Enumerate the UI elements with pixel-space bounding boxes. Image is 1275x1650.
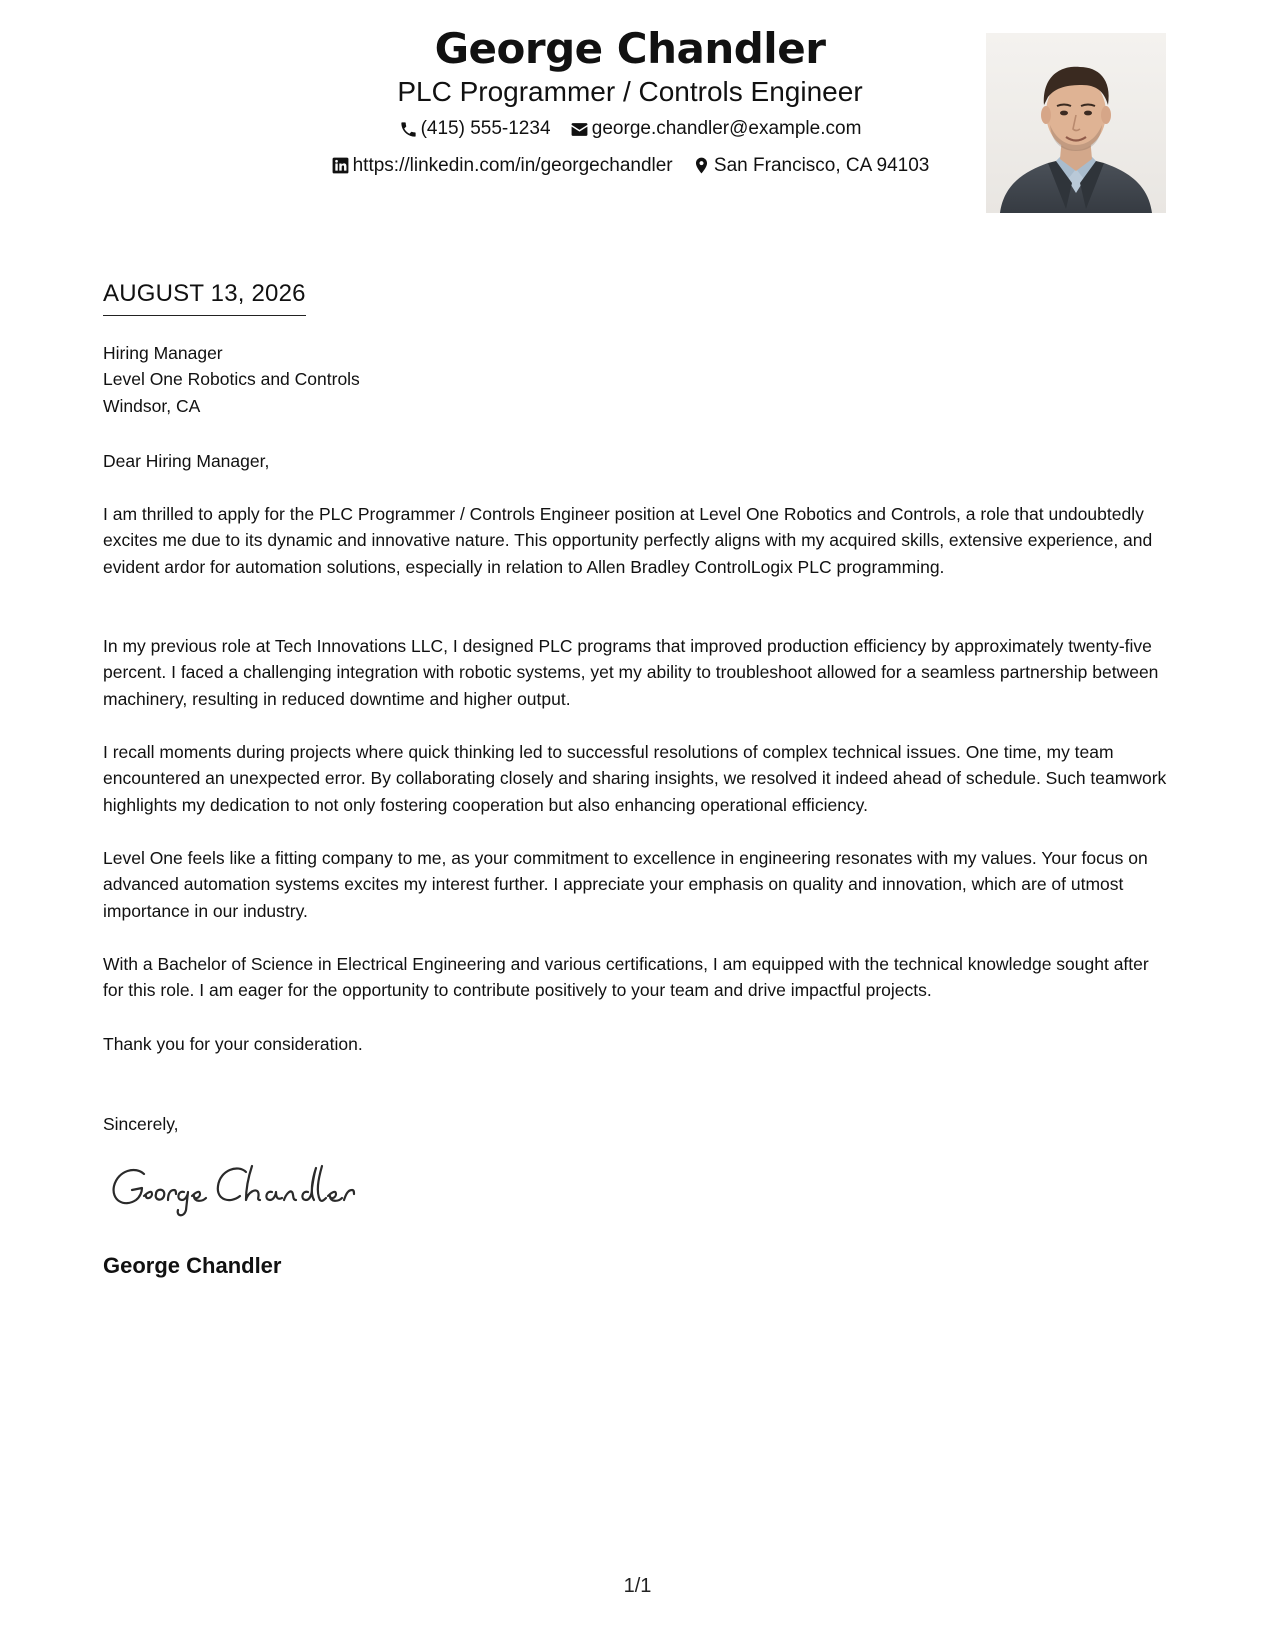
linkedin-icon <box>331 156 350 175</box>
body-paragraph: Level One feels like a fitting company to me, as your commitment to excellence in engineering resonates with my values. Your focus on advanced automation systems excites my interest further. I appreciate your emphasis on quality and innovation, which are of utmost importance in our industry. <box>103 848 1148 921</box>
body-paragraph: In my previous role at Tech Innovations LLC, I designed PLC programs that improved production efficiency by approximately twenty-five percent. I faced a challenging integration with robotic systems, yet my ability to troubleshoot allowed for a seamless partnership between machinery, resulting in reduced downtime and higher output. <box>103 636 1159 709</box>
contact-line-1 <box>260 117 1000 146</box>
phone-number: (415) 555-1234 <box>420 118 551 139</box>
body-paragraph: I recall moments during projects where quick thinking led to successful resolutions of complex technical issues. One time, my team encountered an unexpected error. By collaborating closely and sharing insights, we resolved it indeed ahead of schedule. Such teamwork highlights my dedication to not only fostering cooperation but also enhancing operational efficiency. <box>103 742 1167 815</box>
email-address: george.chandler@example.com <box>591 118 862 139</box>
contact-phone <box>399 117 551 141</box>
linkedin-url: https://linkedin.com/in/georgechandler <box>352 154 673 176</box>
map-marker-icon <box>692 156 711 175</box>
contact-email <box>570 117 862 141</box>
recipient-company: Level One Robotics and Controls <box>103 369 360 390</box>
recipient-block <box>103 340 1173 419</box>
signer-name: George Chandler <box>103 1253 282 1278</box>
salutation: Dear Hiring Manager, <box>103 451 270 471</box>
closing-line: Sincerely, <box>103 1114 179 1134</box>
body-paragraph: I am thrilled to apply for the PLC Programmer / Controls Engineer position at Level One Robotics and Controls, a role that undoubtedly excites me due to its dynamic and innovative nature. This opportunity perfectly aligns with my acquired skills, extensive experience, and evident ardor for automation solutions, especially in relation to Allen Bradley ControlLogix PLC programming. <box>103 504 1153 577</box>
contact-location <box>692 154 929 178</box>
contact-line-2 <box>260 154 1000 183</box>
applicant-name: George Chandler <box>434 24 826 73</box>
phone-icon <box>399 120 418 139</box>
contact-linkedin <box>331 154 673 178</box>
body-paragraph: With a Bachelor of Science in Electrical Engineering and various certifications, I am equipped with the technical knowledge sought after for this role. I am eager for the opportunity to contribute positively to your team and drive impactful projects. <box>103 954 1149 1001</box>
applicant-title: PLC Programmer / Controls Engineer <box>397 76 863 107</box>
letter-date: AUGUST 13, 2026 <box>103 279 306 316</box>
handwritten-signature <box>106 1160 366 1220</box>
portrait-photo <box>986 33 1166 213</box>
location-text: San Francisco, CA 94103 <box>713 154 930 176</box>
letter-header <box>260 22 1000 182</box>
thanks-line: Thank you for your consideration. <box>103 1034 363 1054</box>
page-number: 1/1 <box>623 1575 652 1597</box>
recipient-title: Hiring Manager <box>103 343 223 363</box>
envelope-icon <box>570 120 589 139</box>
recipient-location: Windsor, CA <box>103 395 201 416</box>
